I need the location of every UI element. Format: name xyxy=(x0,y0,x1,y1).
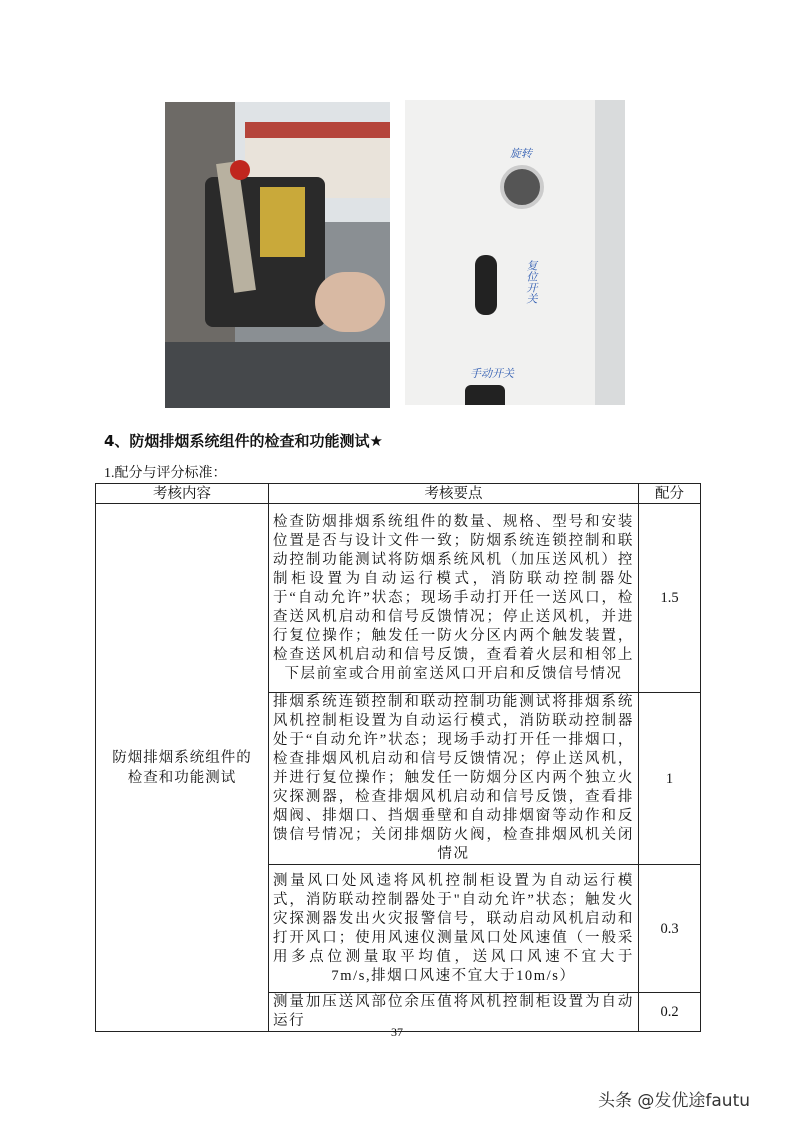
score-cell: 1.5 xyxy=(639,504,701,693)
smoke-vent-panel-photo xyxy=(405,100,625,405)
category-cell: 防烟排烟系统组件的检查和功能测试 xyxy=(96,504,269,1032)
point-cell: 检查防烟排烟系统组件的数量、规格、型号和安装位置是否与设计文件一致；防烟系统连锁控制和联动控制功能测试将防烟系统风机（加压送风机）控制柜设置为自动运行模式，消防联动控制器处于“自动允许”状态；现场手动打开任一送风口，检查送风机启动和信号反馈情况；停止送风机，并进行复位操作；触发任一防火分区内两个触发装置，检查送风机启动和信号反馈，查看着火层和相邻上下层前室或合用前室送风口开启和反馈信号情况 xyxy=(269,504,639,693)
table-header-row xyxy=(96,484,701,504)
header-points: 考核要点 xyxy=(269,484,639,504)
manual-switch-label: 手动开关 xyxy=(470,368,514,380)
section-title: 4、防烟排烟系统组件的检查和功能测试★ xyxy=(104,432,383,450)
point-cell: 测量风口处风逵将风机控制柜设置为自动运行模式，消防联动控制器处于"自动允许”状态；触发火灾探测器发出火灾报警信号，联动启动风机启动和打开风口；使用风速仪测量风口处风速值（一般采用多点位测量取平均值，送风口风速不宜大于 7m/s,排烟口风速不宜大于10m/s） xyxy=(269,865,639,993)
header-score: 配分 xyxy=(639,484,701,504)
page-number: 37 xyxy=(391,1025,403,1039)
scoring-table xyxy=(95,483,701,1032)
score-cell: 0.2 xyxy=(639,993,701,1032)
smoke-damper-photo xyxy=(165,102,390,408)
table-row xyxy=(96,504,701,693)
reset-switch-label: 复位开关 xyxy=(525,260,537,304)
point-cell: 排烟系统连锁控制和联动控制功能测试将排烟系统风机控制柜设置为自动运行模式，消防联动控制器处于“自动允许”状态；现场手动打开任一排烟口，检查排烟风机启动和信号反馈情况；停止送风机，并进行复位操作；触发任一防烟分区内两个独立火灾探测器，检查排烟风机启动和信号反馈，查看排烟阀、排烟口、挡烟垂壁和自动排烟窗等动作和反馈信号情况；关闭排烟防火阀，检查排烟风机关闭情况 xyxy=(269,693,639,865)
subtitle: 1.配分与评分标准： xyxy=(104,466,227,481)
watermark: 头条 @发优途fautu xyxy=(598,1091,751,1111)
point-cell: 测量加压送风部位余压值将风机控制柜设置为自动运行 xyxy=(269,993,639,1032)
header-content: 考核内容 xyxy=(96,484,269,504)
rotate-label: 旋转 xyxy=(510,148,532,160)
score-cell: 1 xyxy=(639,693,701,865)
score-cell: 0.3 xyxy=(639,865,701,993)
